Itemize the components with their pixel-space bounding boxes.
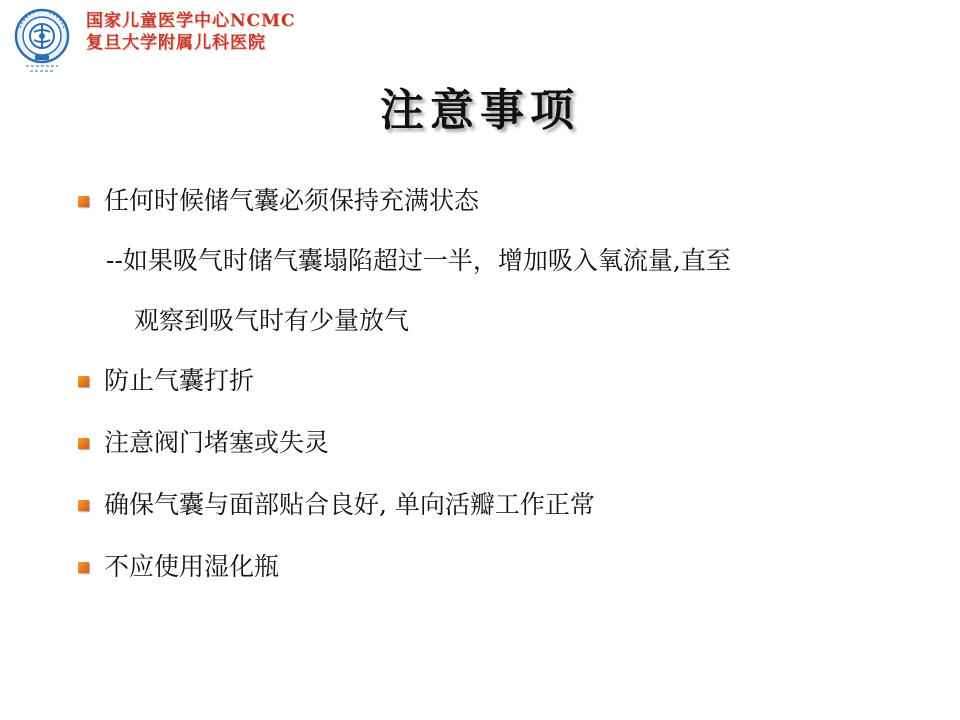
list-item [78,428,938,458]
list-item-text: 不应使用湿化瓶 [104,552,280,581]
sub-item-line2: 观察到吸气时有少量放气 [134,306,410,335]
slide-title: 注意事项 [380,85,580,136]
list-item-text: 确保气囊与面部贴合良好, 单向活瓣工作正常 [104,490,595,519]
list-item [78,366,938,396]
list-item [78,552,938,582]
bullet-square-icon [78,196,89,207]
bullet-list [78,186,938,582]
hospital-name-line2: 复旦大学附属儿科医院 [86,33,266,53]
sub-item-line1: --如果吸气时储气囊塌陷超过一半，增加吸入氧流量,直至 [106,246,731,275]
hospital-name [86,10,295,54]
hospital-name-line1: 国家儿童医学中心NCMC [86,11,296,31]
list-item-text: 防止气囊打折 [104,366,255,395]
hospital-seal-icon [12,8,78,76]
bullet-square-icon [78,500,89,511]
bullet-square-icon [78,562,89,573]
list-item [78,186,938,216]
bullet-square-icon [78,376,89,387]
hospital-logo [12,8,78,76]
bullet-square-icon [78,438,89,449]
list-item-text: 注意阀门堵塞或失灵 [104,428,330,457]
list-item-text: 任何时候储气囊必须保持充满状态 [104,186,480,215]
list-item [78,490,938,520]
